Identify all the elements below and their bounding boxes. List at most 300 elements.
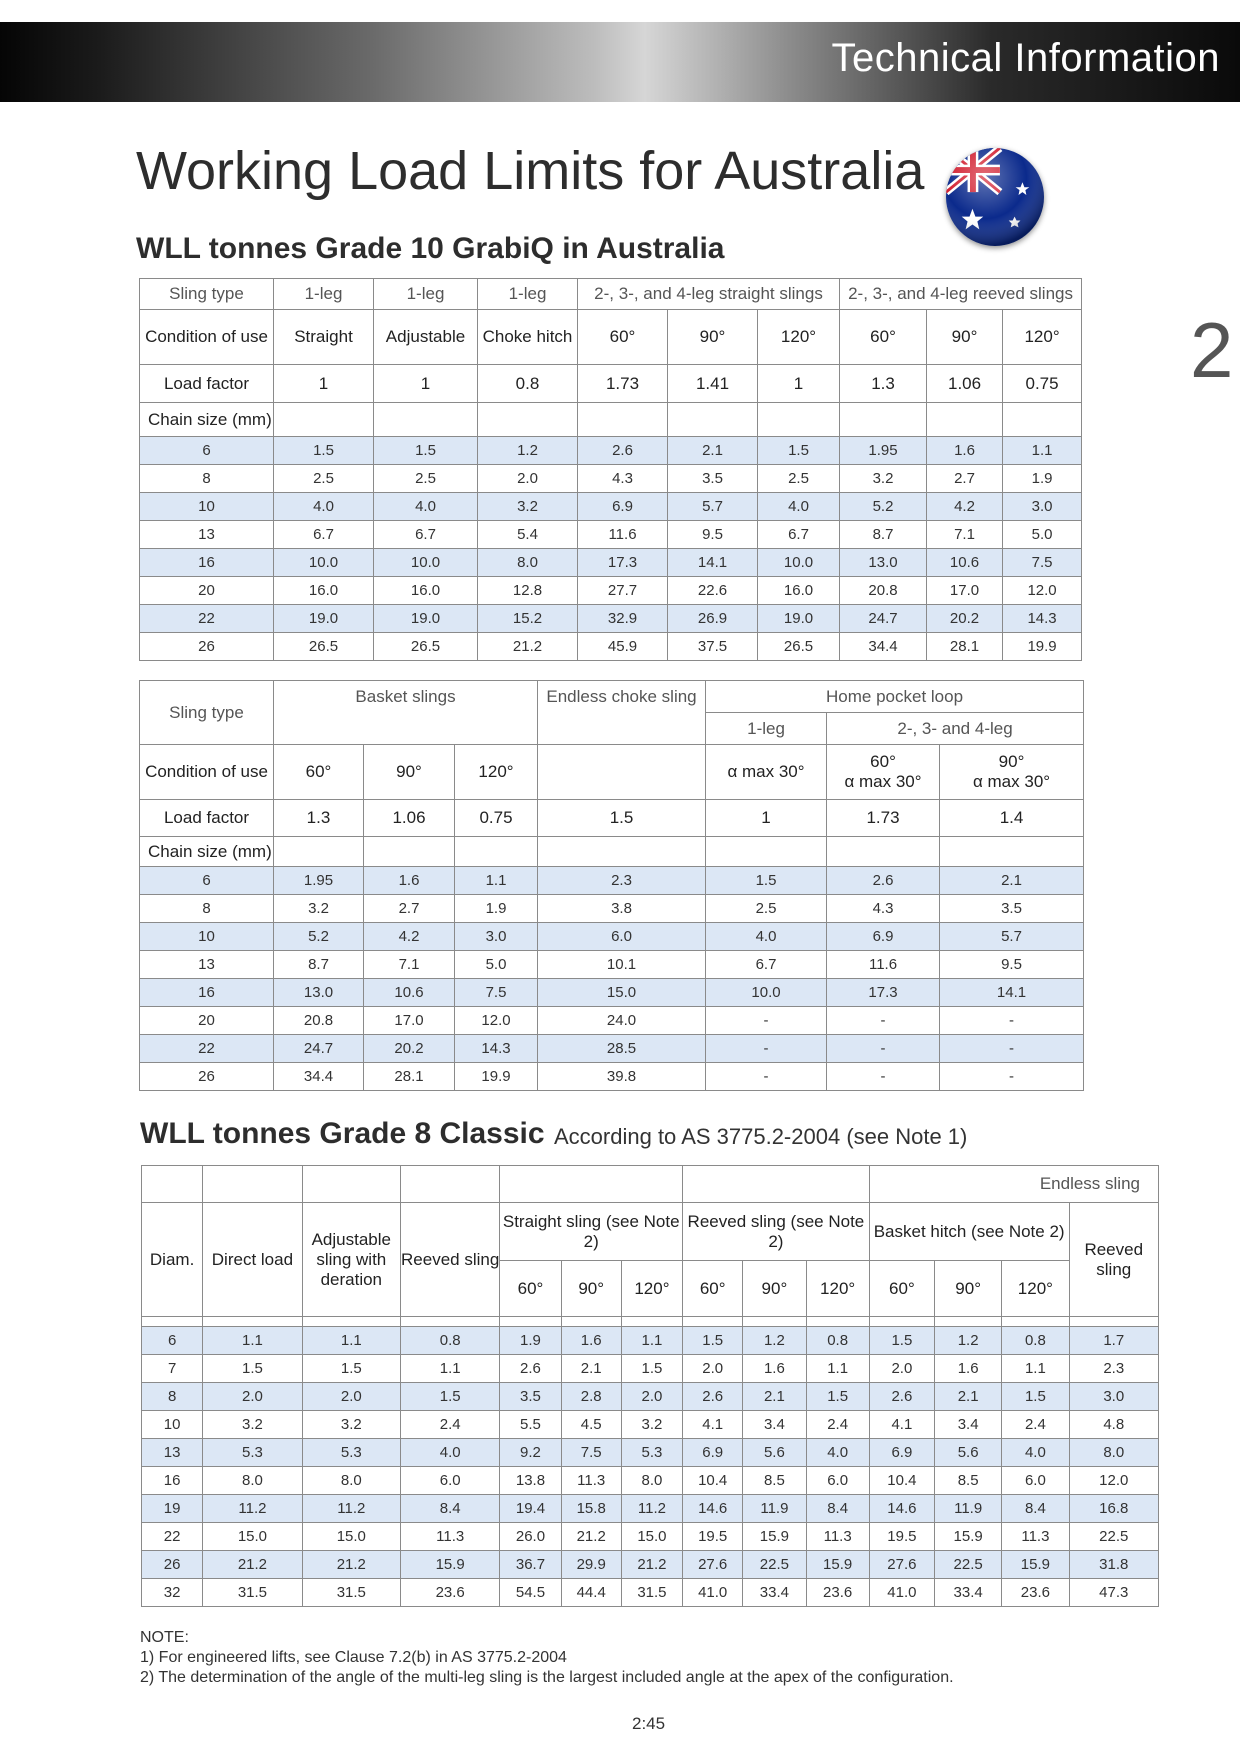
endless-reeved-header: Reeved sling: [1069, 1203, 1158, 1317]
wll-value-cell: 12.8: [478, 577, 578, 605]
wll-value-cell: 2.1: [668, 437, 758, 465]
wll-value-cell: 41.0: [683, 1579, 743, 1607]
wll-value-cell: 3.5: [500, 1383, 561, 1411]
condition-cell: [827, 745, 940, 800]
condition-line: 60°: [870, 752, 896, 771]
wll-value-cell: 1.5: [274, 437, 374, 465]
wll-value-cell: 6.7: [374, 521, 478, 549]
grade10-table-1: [139, 278, 1082, 661]
sling-type-cell: 1-leg: [274, 279, 374, 310]
wll-value-cell: 7.1: [927, 521, 1003, 549]
chain-size-cell: 8: [142, 1383, 203, 1411]
chain-size-label: Chain size (mm): [140, 403, 274, 437]
wll-value-cell: 1.1: [621, 1327, 682, 1355]
wll-value-cell: 26.5: [274, 633, 374, 661]
chain-size-label: Chain size (mm): [140, 837, 274, 867]
load-factor-cell: 1.5: [538, 800, 706, 837]
wll-value-cell: 11.2: [302, 1495, 400, 1523]
wll-value-cell: 26.5: [758, 633, 840, 661]
wll-value-cell: 19.4: [500, 1495, 561, 1523]
load-factor-cell: 1: [274, 365, 374, 403]
angle-header: 120°: [806, 1261, 869, 1317]
wll-value-cell: 11.6: [827, 951, 940, 979]
wll-value-cell: 4.1: [683, 1411, 743, 1439]
wll-value-cell: 7.5: [1003, 549, 1082, 577]
wll-value-cell: 5.6: [935, 1439, 1002, 1467]
wll-value-cell: 31.5: [203, 1579, 302, 1607]
wll-value-cell: 23.6: [1002, 1579, 1069, 1607]
condition-line: α max 30°: [972, 772, 1051, 791]
wll-value-cell: 22.6: [668, 577, 758, 605]
wll-value-cell: 15.0: [621, 1523, 682, 1551]
condition-cell: [940, 745, 1084, 800]
wll-value-cell: 15.9: [743, 1523, 806, 1551]
wll-value-cell: 11.2: [203, 1495, 302, 1523]
wll-value-cell: 14.3: [1003, 605, 1082, 633]
wll-value-cell: 10.1: [538, 951, 706, 979]
wll-value-cell: 16.0: [274, 577, 374, 605]
wll-value-cell: 19.5: [869, 1523, 934, 1551]
wll-value-cell: 17.0: [364, 1007, 455, 1035]
wll-value-cell: 27.6: [683, 1551, 743, 1579]
condition-line: α max 30°: [844, 772, 922, 791]
wll-value-cell: 2.5: [758, 465, 840, 493]
angle-header: 60°: [869, 1261, 934, 1317]
condition-cell: 120°: [758, 310, 840, 365]
wll-value-cell: 1.1: [455, 867, 538, 895]
wll-value-cell: 19.0: [274, 605, 374, 633]
wll-value-cell: 14.6: [683, 1495, 743, 1523]
chain-size-cell: 6: [142, 1327, 203, 1355]
wll-value-cell: 11.9: [743, 1495, 806, 1523]
wll-value-cell: 33.4: [935, 1579, 1002, 1607]
wll-value-cell: 2.3: [1069, 1355, 1158, 1383]
wll-value-cell: 21.2: [561, 1523, 621, 1551]
wll-value-cell: 3.0: [1069, 1383, 1158, 1411]
wll-value-cell: 1.5: [374, 437, 478, 465]
wll-value-cell: 12.0: [1003, 577, 1082, 605]
basket-hitch-group: Basket hitch (see Note 2): [869, 1203, 1069, 1261]
wll-value-cell: 11.6: [578, 521, 668, 549]
wll-value-cell: 2.5: [274, 465, 374, 493]
wll-value-cell: 10.0: [758, 549, 840, 577]
wll-value-cell: 4.0: [1002, 1439, 1069, 1467]
wll-value-cell: 28.1: [364, 1063, 455, 1091]
condition-cell: 60°: [840, 310, 927, 365]
wll-value-cell: 2.1: [561, 1355, 621, 1383]
chain-size-cell: 16: [140, 979, 274, 1007]
wll-value-cell: 13.0: [840, 549, 927, 577]
wll-value-cell: 4.0: [374, 493, 478, 521]
angle-header: 90°: [935, 1261, 1002, 1317]
basket-slings-header: Basket slings: [274, 681, 538, 745]
table-row: [140, 605, 1082, 633]
table-row: [142, 1439, 1159, 1467]
wll-value-cell: 19.9: [455, 1063, 538, 1091]
load-factor-label: Load factor: [140, 365, 274, 403]
note-line: 2) The determination of the angle of the multi-leg sling is the largest included angle at the apex of the configuration.: [140, 1669, 954, 1686]
wll-value-cell: 29.9: [561, 1551, 621, 1579]
load-factor-cell: 1.41: [668, 365, 758, 403]
chain-size-cell: 10: [140, 923, 274, 951]
wll-value-cell: 2.7: [364, 895, 455, 923]
wll-value-cell: 8.0: [302, 1467, 400, 1495]
wll-value-cell: 8.5: [935, 1467, 1002, 1495]
wll-value-cell: 2.0: [478, 465, 578, 493]
wll-value-cell: 2.7: [927, 465, 1003, 493]
wll-value-cell: 15.9: [1002, 1551, 1069, 1579]
condition-label: Condition of use: [140, 745, 274, 800]
wll-value-cell: 8.0: [478, 549, 578, 577]
condition-cell: Adjustable: [374, 310, 478, 365]
wll-value-cell: 6.7: [758, 521, 840, 549]
wll-value-cell: 1.9: [1003, 465, 1082, 493]
wll-value-cell: -: [827, 1063, 940, 1091]
wll-value-cell: 4.2: [927, 493, 1003, 521]
wll-value-cell: 7.5: [561, 1439, 621, 1467]
wll-value-cell: 1.9: [455, 895, 538, 923]
wll-value-cell: 3.2: [840, 465, 927, 493]
table-row: [140, 979, 1084, 1007]
note-line: 1) For engineered lifts, see Clause 7.2(b) in AS 3775.2-2004: [140, 1649, 567, 1666]
wll-value-cell: 10.0: [274, 549, 374, 577]
wll-value-cell: 6.9: [578, 493, 668, 521]
condition-cell: 90°: [668, 310, 758, 365]
table-row: [140, 1007, 1084, 1035]
wll-value-cell: 1.2: [743, 1327, 806, 1355]
chain-size-cell: 26: [142, 1551, 203, 1579]
wll-value-cell: 3.0: [1003, 493, 1082, 521]
wll-value-cell: 1.5: [621, 1355, 682, 1383]
wll-value-cell: 10.0: [706, 979, 827, 1007]
angle-header: 90°: [743, 1261, 806, 1317]
wll-value-cell: 4.5: [561, 1411, 621, 1439]
wll-value-cell: 1.5: [683, 1327, 743, 1355]
wll-value-cell: 1.1: [1002, 1355, 1069, 1383]
wll-value-cell: 4.0: [400, 1439, 499, 1467]
chain-size-cell: 6: [140, 867, 274, 895]
sling-type-cell: 2-, 3-, and 4-leg reeved slings: [840, 279, 1082, 310]
wll-value-cell: 5.0: [455, 951, 538, 979]
wll-value-cell: -: [940, 1035, 1084, 1063]
wll-value-cell: 2.0: [869, 1355, 934, 1383]
wll-value-cell: 5.5: [500, 1411, 561, 1439]
wll-value-cell: 6.7: [706, 951, 827, 979]
wll-value-cell: -: [827, 1007, 940, 1035]
wll-value-cell: 1.1: [302, 1327, 400, 1355]
wll-value-cell: 1.1: [1003, 437, 1082, 465]
header-title: Technical Information: [831, 36, 1220, 80]
wll-value-cell: 54.5: [500, 1579, 561, 1607]
condition-cell: 90°: [927, 310, 1003, 365]
adjustable-sling-header: Adjustable sling with deration: [302, 1203, 400, 1317]
wll-value-cell: 36.7: [500, 1551, 561, 1579]
chain-size-cell: 13: [140, 521, 274, 549]
wll-value-cell: 4.0: [706, 923, 827, 951]
condition-cell: α max 30°: [706, 745, 827, 800]
wll-value-cell: 6.0: [1002, 1467, 1069, 1495]
wll-value-cell: 2.5: [706, 895, 827, 923]
wll-value-cell: 34.4: [274, 1063, 364, 1091]
wll-value-cell: 7.1: [364, 951, 455, 979]
wll-value-cell: 4.0: [758, 493, 840, 521]
chain-size-cell: 22: [140, 1035, 274, 1063]
wll-value-cell: 2.0: [302, 1383, 400, 1411]
wll-value-cell: 21.2: [478, 633, 578, 661]
condition-cell: 90°: [364, 745, 455, 800]
table-row: [140, 493, 1082, 521]
table-row: [142, 1495, 1159, 1523]
condition-label: Condition of use: [140, 310, 274, 365]
wll-value-cell: 4.1: [869, 1411, 934, 1439]
wll-value-cell: 13.8: [500, 1467, 561, 1495]
wll-value-cell: 7.5: [455, 979, 538, 1007]
angle-header: 60°: [500, 1261, 561, 1317]
wll-value-cell: 21.2: [621, 1551, 682, 1579]
wll-value-cell: 8.4: [400, 1495, 499, 1523]
wll-value-cell: 16.0: [374, 577, 478, 605]
wll-value-cell: 1.2: [478, 437, 578, 465]
wll-value-cell: 8.7: [840, 521, 927, 549]
wll-value-cell: 5.6: [743, 1439, 806, 1467]
sling-type-label: Sling type: [140, 681, 274, 745]
wll-value-cell: 10.6: [364, 979, 455, 1007]
wll-value-cell: 5.2: [840, 493, 927, 521]
sling-type-cell: 1-leg: [374, 279, 478, 310]
chain-size-cell: 22: [140, 605, 274, 633]
wll-value-cell: 5.3: [302, 1439, 400, 1467]
direct-load-header: Direct load: [203, 1203, 302, 1317]
wll-value-cell: 2.1: [935, 1383, 1002, 1411]
wll-value-cell: 21.2: [203, 1551, 302, 1579]
condition-cell: Choke hitch: [478, 310, 578, 365]
wll-value-cell: 14.1: [940, 979, 1084, 1007]
wll-value-cell: -: [827, 1035, 940, 1063]
home-pocket-header: Home pocket loop: [706, 681, 1084, 713]
grade8-subheading: According to AS 3775.2-2004 (see Note 1): [554, 1124, 968, 1149]
chain-size-cell: 8: [140, 465, 274, 493]
wll-value-cell: 8.5: [743, 1467, 806, 1495]
wll-value-cell: 1.95: [274, 867, 364, 895]
wll-value-cell: 5.4: [478, 521, 578, 549]
wll-value-cell: 1.6: [743, 1355, 806, 1383]
header-band: [0, 22, 1240, 102]
wll-value-cell: 2.4: [1002, 1411, 1069, 1439]
wll-value-cell: 1.1: [806, 1355, 869, 1383]
wll-value-cell: 3.5: [668, 465, 758, 493]
wll-value-cell: 32.9: [578, 605, 668, 633]
wll-value-cell: 9.5: [940, 951, 1084, 979]
wll-value-cell: 5.7: [940, 923, 1084, 951]
condition-cell: [538, 745, 706, 800]
wll-value-cell: -: [706, 1063, 827, 1091]
wll-value-cell: 19.0: [758, 605, 840, 633]
wll-value-cell: 2.6: [827, 867, 940, 895]
table-row: [142, 1355, 1159, 1383]
wll-value-cell: 6.9: [683, 1439, 743, 1467]
wll-value-cell: -: [706, 1007, 827, 1035]
wll-value-cell: 8.4: [1002, 1495, 1069, 1523]
wll-value-cell: 44.4: [561, 1579, 621, 1607]
wll-value-cell: 21.2: [302, 1551, 400, 1579]
load-factor-cell: 1.3: [840, 365, 927, 403]
wll-value-cell: 10.6: [927, 549, 1003, 577]
home-1leg-header: 1-leg: [706, 713, 827, 745]
condition-cell: 120°: [455, 745, 538, 800]
wll-value-cell: 6.9: [827, 923, 940, 951]
condition-cell: 120°: [1003, 310, 1082, 365]
wll-value-cell: 12.0: [1069, 1467, 1158, 1495]
wll-value-cell: 27.6: [869, 1551, 934, 1579]
wll-value-cell: 23.6: [806, 1579, 869, 1607]
wll-value-cell: 22.5: [743, 1551, 806, 1579]
table-row: [140, 1063, 1084, 1091]
wll-value-cell: 1.5: [1002, 1383, 1069, 1411]
wll-value-cell: 15.8: [561, 1495, 621, 1523]
chain-size-cell: 13: [140, 951, 274, 979]
chain-size-cell: 13: [142, 1439, 203, 1467]
condition-cell: Straight: [274, 310, 374, 365]
wll-value-cell: 2.6: [578, 437, 668, 465]
chain-size-cell: 10: [140, 493, 274, 521]
wll-value-cell: 20.2: [927, 605, 1003, 633]
table-row: [140, 633, 1082, 661]
notes-title: NOTE:: [140, 1629, 189, 1646]
wll-value-cell: 1.5: [806, 1383, 869, 1411]
wll-value-cell: 34.4: [840, 633, 927, 661]
wll-value-cell: 31.8: [1069, 1551, 1158, 1579]
wll-value-cell: 1.5: [706, 867, 827, 895]
wll-value-cell: 6.0: [806, 1467, 869, 1495]
table-row: [140, 867, 1084, 895]
wll-value-cell: 8.4: [806, 1495, 869, 1523]
wll-value-cell: -: [706, 1035, 827, 1063]
load-factor-cell: 1: [706, 800, 827, 837]
wll-value-cell: 2.1: [743, 1383, 806, 1411]
page-number: 2:45: [632, 1714, 666, 1733]
australia-flag-icon: [946, 148, 1044, 246]
chain-size-cell: 19: [142, 1495, 203, 1523]
wll-value-cell: 1.1: [203, 1327, 302, 1355]
wll-value-cell: 14.6: [869, 1495, 934, 1523]
wll-value-cell: 11.3: [400, 1523, 499, 1551]
endless-sling-header: Endless sling: [869, 1166, 1158, 1203]
wll-value-cell: 1.2: [935, 1327, 1002, 1355]
wll-value-cell: -: [940, 1063, 1084, 1091]
wll-value-cell: 3.2: [621, 1411, 682, 1439]
notes: [140, 1628, 954, 1688]
wll-value-cell: 2.5: [374, 465, 478, 493]
wll-value-cell: 5.7: [668, 493, 758, 521]
table-row: [140, 895, 1084, 923]
wll-value-cell: 2.0: [203, 1383, 302, 1411]
wll-value-cell: 1.5: [758, 437, 840, 465]
wll-value-cell: 15.9: [935, 1523, 1002, 1551]
wll-value-cell: 20.8: [840, 577, 927, 605]
grade10-heading: WLL tonnes Grade 10 GrabiQ in Australia: [136, 232, 725, 265]
load-factor-cell: 0.75: [1003, 365, 1082, 403]
wll-value-cell: 2.0: [683, 1355, 743, 1383]
wll-value-cell: 14.1: [668, 549, 758, 577]
wll-value-cell: 22.5: [935, 1551, 1002, 1579]
wll-value-cell: 6.0: [538, 923, 706, 951]
wll-value-cell: 12.0: [455, 1007, 538, 1035]
wll-value-cell: 31.5: [302, 1579, 400, 1607]
chain-size-cell: 32: [142, 1579, 203, 1607]
wll-value-cell: 5.3: [621, 1439, 682, 1467]
wll-value-cell: 10.0: [374, 549, 478, 577]
wll-value-cell: 4.2: [364, 923, 455, 951]
wll-value-cell: 26.0: [500, 1523, 561, 1551]
wll-value-cell: 24.0: [538, 1007, 706, 1035]
wll-value-cell: 1.95: [840, 437, 927, 465]
sling-type-cell: 2-, 3-, and 4-leg straight slings: [578, 279, 840, 310]
wll-value-cell: 11.3: [806, 1523, 869, 1551]
wll-value-cell: 3.4: [743, 1411, 806, 1439]
wll-value-cell: 2.8: [561, 1383, 621, 1411]
wll-value-cell: 3.2: [302, 1411, 400, 1439]
wll-value-cell: 3.0: [455, 923, 538, 951]
load-factor-cell: 1: [374, 365, 478, 403]
wll-value-cell: 1.6: [561, 1327, 621, 1355]
wll-value-cell: 17.0: [927, 577, 1003, 605]
wll-value-cell: 8.0: [203, 1467, 302, 1495]
chain-size-cell: 8: [140, 895, 274, 923]
wll-value-cell: 15.0: [302, 1523, 400, 1551]
chain-size-cell: 26: [140, 1063, 274, 1091]
wll-value-cell: 9.5: [668, 521, 758, 549]
wll-value-cell: 37.5: [668, 633, 758, 661]
wll-value-cell: 5.3: [203, 1439, 302, 1467]
wll-value-cell: 8.0: [621, 1467, 682, 1495]
wll-value-cell: 45.9: [578, 633, 668, 661]
wll-value-cell: 17.3: [578, 549, 668, 577]
wll-value-cell: 3.4: [935, 1411, 1002, 1439]
load-factor-cell: 0.75: [455, 800, 538, 837]
wll-value-cell: 15.9: [400, 1551, 499, 1579]
table-row: [142, 1579, 1159, 1607]
wll-value-cell: 2.4: [806, 1411, 869, 1439]
load-factor-cell: 1.73: [827, 800, 940, 837]
wll-value-cell: 15.0: [203, 1523, 302, 1551]
reeved-sling-group: Reeved sling (see Note 2): [683, 1203, 870, 1261]
wll-value-cell: 26.5: [374, 633, 478, 661]
wll-value-cell: 1.9: [500, 1327, 561, 1355]
wll-value-cell: 4.0: [274, 493, 374, 521]
wll-value-cell: 28.5: [538, 1035, 706, 1063]
endless-choke-header: Endless choke sling: [538, 681, 706, 745]
wll-value-cell: 33.4: [743, 1579, 806, 1607]
wll-value-cell: 11.2: [621, 1495, 682, 1523]
table-row: [140, 549, 1082, 577]
wll-value-cell: 4.3: [827, 895, 940, 923]
table-row: [140, 577, 1082, 605]
wll-value-cell: 2.1: [940, 867, 1084, 895]
wll-value-cell: 1.6: [364, 867, 455, 895]
sling-type-cell: 1-leg: [478, 279, 578, 310]
wll-value-cell: 19.0: [374, 605, 478, 633]
wll-value-cell: 15.2: [478, 605, 578, 633]
wll-value-cell: 11.3: [1002, 1523, 1069, 1551]
wll-value-cell: 47.3: [1069, 1579, 1158, 1607]
wll-value-cell: 1.5: [869, 1327, 934, 1355]
sling-type-label: Sling type: [140, 279, 274, 310]
condition-cell: 60°: [578, 310, 668, 365]
wll-value-cell: 20.8: [274, 1007, 364, 1035]
wll-value-cell: 15.9: [806, 1551, 869, 1579]
table-row: [140, 521, 1082, 549]
load-factor-label: Load factor: [140, 800, 274, 837]
